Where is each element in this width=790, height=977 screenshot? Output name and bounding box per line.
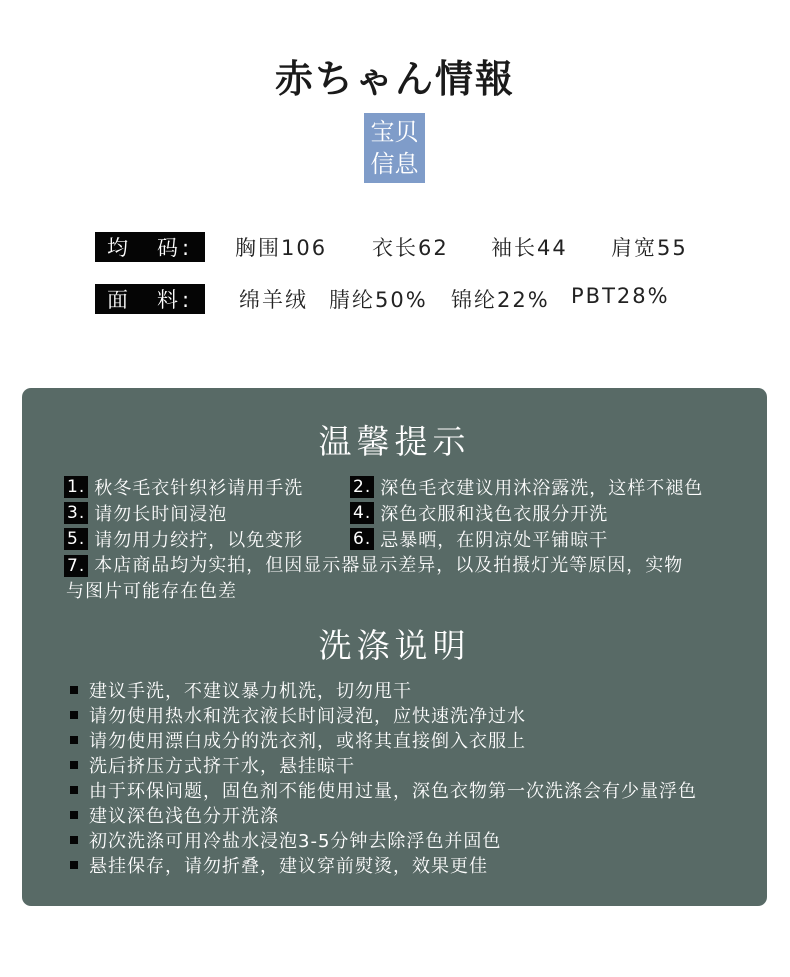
page-title: 赤ちゃん情報 [274, 56, 515, 101]
tip-text: 深色衣服和浅色衣服分开洗 [380, 504, 609, 525]
tip-item [350, 500, 608, 526]
size-label: 均 码: [95, 232, 205, 262]
wash-item [70, 727, 526, 753]
wash-text: 请勿使用热水和洗衣液长时间浸泡，应快速洗净过水 [89, 706, 526, 727]
wash-item [70, 702, 526, 728]
bullet-icon [70, 836, 78, 844]
tip-item [66, 553, 756, 605]
wash-text: 建议深色浅色分开洗涤 [89, 806, 279, 827]
wash-text: 建议手洗，不建议暴力机洗，切勿甩干 [89, 681, 412, 702]
size-value: 袖长44 [491, 236, 568, 260]
size-value: 肩宽55 [611, 236, 688, 260]
care-panel [22, 388, 767, 906]
fabric-value: 腈纶50% [329, 288, 428, 312]
wash-text: 悬挂保存，请勿折叠，建议穿前熨烫，效果更佳 [89, 856, 488, 877]
fabric-row [95, 284, 670, 314]
tip-item [350, 526, 608, 552]
wash-text: 洗后挤压方式挤干水，悬挂晾干 [89, 756, 355, 777]
tip-text: 本店商品均为实拍，但因显示器显示差异，以及拍摄灯光等原因，实物 [94, 555, 684, 576]
size-values [235, 232, 688, 262]
tip-text-continued: 与图片可能存在色差 [66, 581, 237, 602]
wash-item [70, 827, 501, 853]
fabric-label: 面 料: [95, 284, 205, 314]
wash-text: 请勿使用漂白成分的洗衣剂，或将其直接倒入衣服上 [89, 731, 526, 752]
wash-item [70, 752, 355, 778]
tip-text: 请勿长时间浸泡 [94, 504, 228, 525]
wash-item [70, 852, 488, 878]
size-value: 衣长62 [372, 236, 449, 260]
size-row [95, 232, 688, 262]
bullet-icon [70, 786, 78, 794]
tip-item [64, 526, 303, 552]
bullet-icon [70, 761, 78, 769]
bullet-icon [70, 736, 78, 744]
tag-line-2: 信息 [370, 150, 419, 178]
fabric-values [239, 284, 670, 314]
tip-text: 请勿用力绞拧，以免变形 [94, 530, 304, 551]
wash-item [70, 802, 279, 828]
fabric-value: 锦纶22% [451, 288, 550, 312]
tip-number: 7. [64, 555, 88, 577]
fabric-value: 绵羊绒 [239, 288, 308, 312]
wash-text: 初次洗涤可用冷盐水浸泡3-5分钟去除浮色并固色 [89, 831, 502, 852]
tip-item [64, 474, 303, 500]
bullet-icon [70, 811, 78, 819]
tip-number: 2. [350, 476, 374, 498]
bullet-icon [70, 711, 78, 719]
tip-item [350, 474, 703, 500]
tip-number: 4. [350, 502, 374, 524]
bullet-icon [70, 686, 78, 694]
tip-number: 5. [64, 528, 88, 550]
tip-number: 3. [64, 502, 88, 524]
wash-item [70, 677, 412, 703]
wash-title: 洗涤说明 [318, 626, 471, 665]
tip-text: 忌暴晒，在阴凉处平铺晾干 [380, 530, 609, 551]
wash-item [70, 777, 697, 803]
tip-item [64, 500, 227, 526]
tips-title: 温馨提示 [318, 422, 471, 461]
wash-text: 由于环保问题，固色剂不能使用过量，深色衣物第一次洗涤会有少量浮色 [89, 781, 697, 802]
product-info-tag [364, 113, 425, 183]
tip-number: 1. [64, 476, 88, 498]
tip-number: 6. [350, 528, 374, 550]
tip-text: 秋冬毛衣针织衫请用手洗 [94, 478, 304, 499]
tag-line-1: 宝贝 [370, 118, 419, 146]
tip-text: 深色毛衣建议用沐浴露洗，这样不褪色 [380, 478, 704, 499]
bullet-icon [70, 861, 78, 869]
fabric-value: PBT28% [571, 284, 670, 308]
size-value: 胸围106 [235, 236, 328, 260]
